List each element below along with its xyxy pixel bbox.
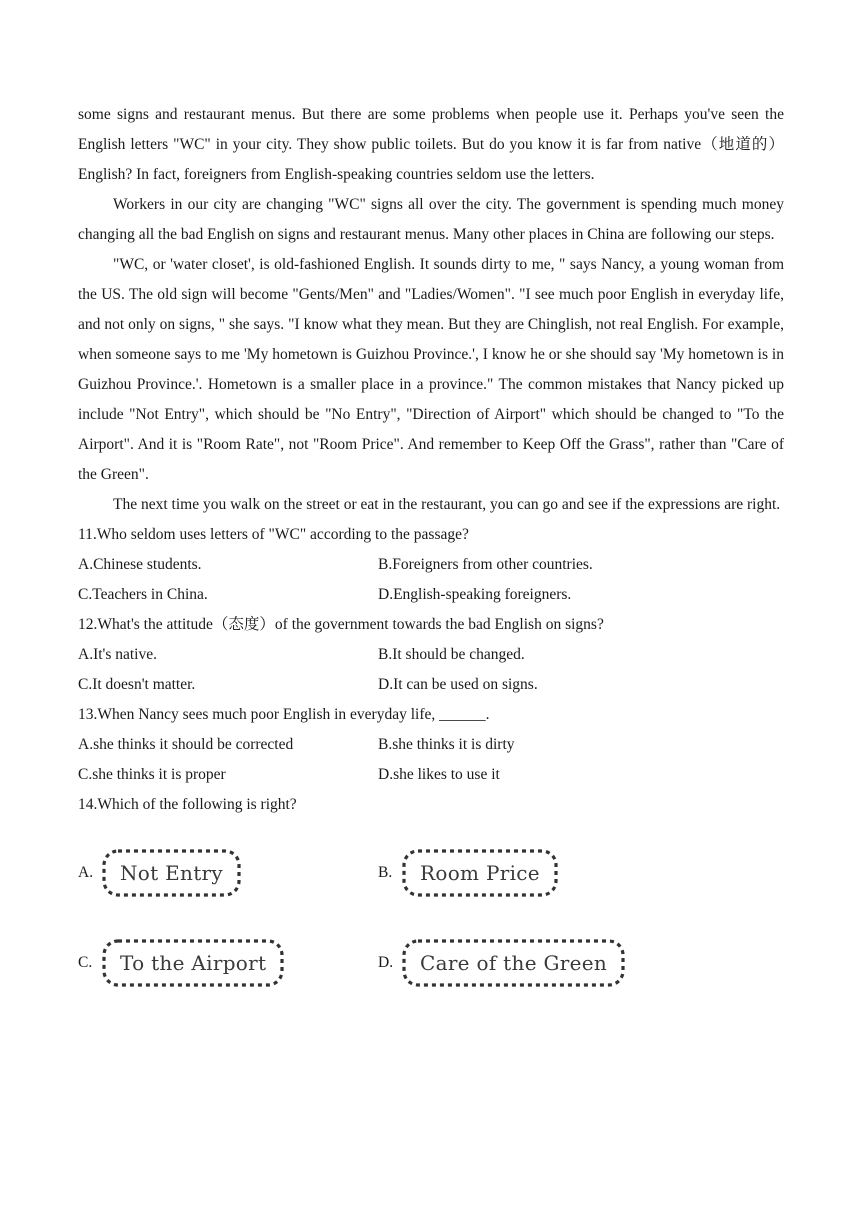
passage-paragraph-2: Workers in our city are changing "WC" signs all over the city. The government is spending much money changing all the bad English on signs and restaurant menus. Many other places in China are following our steps. — [78, 196, 784, 243]
question-11-option-c: C.Teachers in China. — [78, 586, 208, 603]
sign-image-to-the-airport — [100, 936, 286, 990]
question-11-option-b: B.Foreigners from other countries. — [378, 556, 593, 573]
question-14: 14.Which of the following is right? — [78, 796, 297, 813]
question-13: 13.When Nancy sees much poor English in everyday life, ______. — [78, 706, 490, 723]
sign-image-not-entry — [100, 846, 243, 900]
sign-image-room-price — [400, 846, 560, 900]
question-12-option-b: B.It should be changed. — [378, 646, 525, 663]
passage-paragraph-3: "WC, or 'water closet', is old-fashioned English. It sounds dirty to me, " says Nancy, a young woman from the US. The old sign will become "Gents/Men" and "Ladies/Women". "I see much poor English in everyday life, and not only on signs, " she says. "I know what they mean. But they are Chinglish, not real English. For example, when someone says to me 'My hometown is Guizhou Province.', I know he or she should say 'My hometown is in Guizhou Province.'. Hometown is a smaller place in a province." The common mistakes that Nancy picked up include "Not Entry", which should be "No Entry", "Direction of Airport" which should be changed to "To the Airport". And it is "Room Rate", not "Room Price". And remember to Keep Off the Grass", rather than "Care of the Green". — [78, 256, 784, 483]
question-11-options — [78, 550, 784, 610]
sign-text: Care of the Green — [420, 951, 608, 975]
question-14-option-a — [78, 828, 378, 918]
question-13-option-b: B.she thinks it is dirty — [378, 736, 515, 753]
question-12-options — [78, 640, 784, 700]
question-14-option-d — [378, 918, 784, 1008]
question-13-option-a: A.she thinks it should be corrected — [78, 736, 294, 753]
question-13-options — [78, 730, 784, 790]
sign-text: Not Entry — [120, 861, 224, 885]
option-letter: C. — [78, 954, 93, 971]
passage-paragraph-1: some signs and restaurant menus. But there are some problems when people use it. Perhaps you've seen the English letters "WC" in your city. They show public toilets. But do you know it is far from native（地道的）English? In fact, foreigners from English-speaking countries seldom use the letters. — [78, 106, 784, 183]
question-12-option-d: D.It can be used on signs. — [378, 676, 538, 693]
question-13-option-d: D.she likes to use it — [378, 766, 500, 783]
question-11: 11.Who seldom uses letters of "WC" according to the passage? — [78, 526, 469, 543]
question-12-option-c: C.It doesn't matter. — [78, 676, 196, 693]
passage-paragraph-4: The next time you walk on the street or eat in the restaurant, you can go and see if the expressions are right. — [113, 496, 781, 513]
question-14-options — [78, 828, 784, 1008]
option-letter: A. — [78, 864, 94, 881]
question-11-option-a: A.Chinese students. — [78, 556, 202, 573]
sign-text: Room Price — [420, 861, 540, 885]
sign-image-care-of-the-green — [400, 936, 627, 990]
question-12-option-a: A.It's native. — [78, 646, 157, 663]
question-13-option-c: C.she thinks it is proper — [78, 766, 226, 783]
sign-text: To the Airport — [120, 951, 267, 975]
document-page — [78, 100, 784, 1008]
question-12: 12.What's the attitude（态度）of the government towards the bad English on signs? — [78, 616, 604, 633]
question-11-option-d: D.English-speaking foreigners. — [378, 586, 572, 603]
option-letter: B. — [378, 864, 393, 881]
option-letter: D. — [378, 954, 394, 971]
question-14-option-b — [378, 828, 784, 918]
question-14-option-c — [78, 918, 378, 1008]
